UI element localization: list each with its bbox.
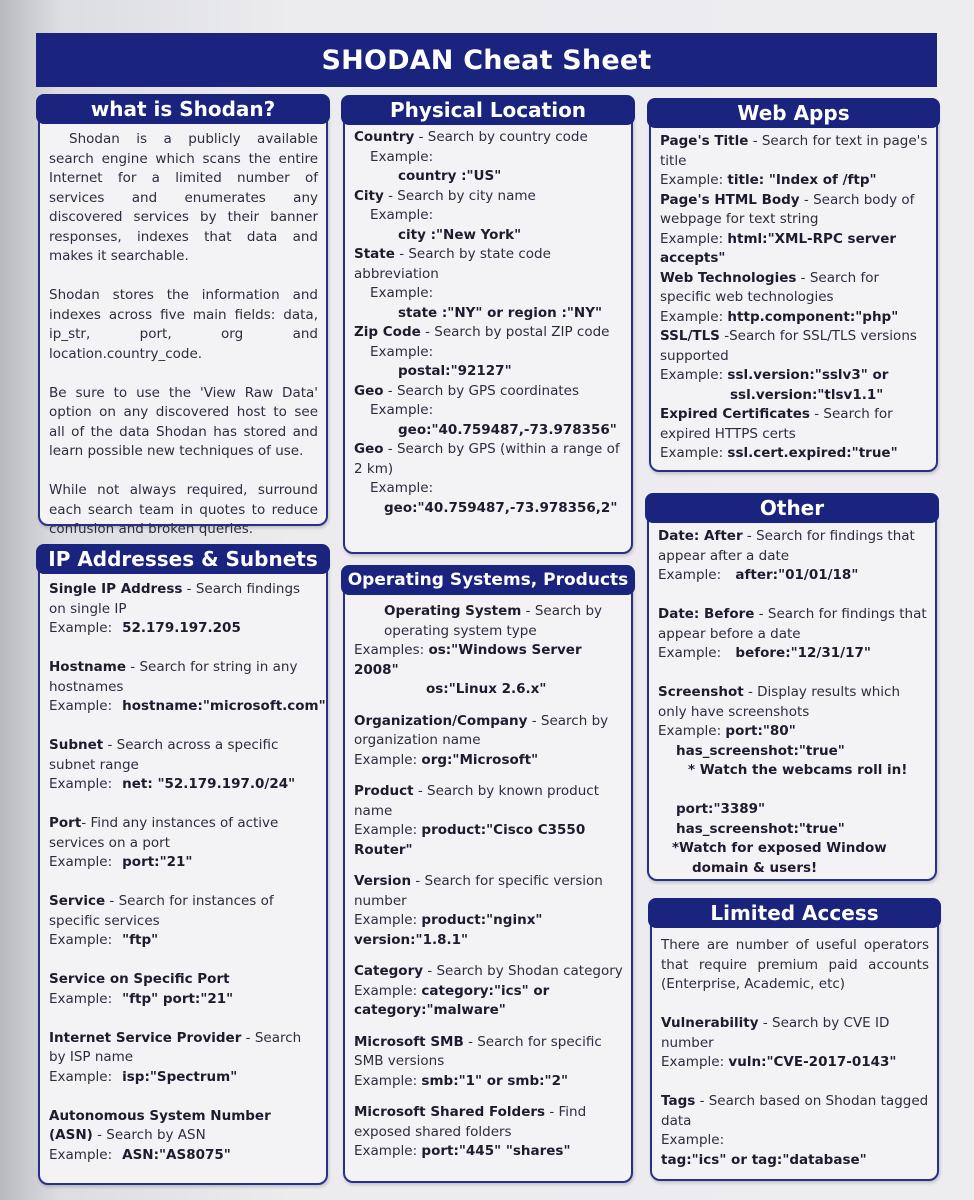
example-label: Example: <box>661 1132 725 1148</box>
item-desc: - Search by known product name <box>354 783 599 819</box>
web-apps-panel <box>649 101 938 472</box>
item-desc: - Search by city name <box>383 187 536 204</box>
item-name: Organization/Company <box>354 712 528 729</box>
item-name: Service <box>49 893 106 909</box>
panel-heading: IP Addresses & Subnets <box>36 544 330 574</box>
ip-items <box>49 580 326 1165</box>
example-value: os:"Linux 2.6.x" <box>426 681 547 697</box>
note: *Watch for exposed Window <box>672 840 887 856</box>
list-item <box>354 187 623 246</box>
panel-heading: Other <box>645 493 939 523</box>
item-desc: - Search for string in any hostnames <box>49 659 298 695</box>
item-desc: - Search for specific web technologies <box>660 269 880 305</box>
example-value: ssl.cert.expired:"true" <box>727 445 898 461</box>
example-value: title: "Index of /ftp" <box>727 172 877 188</box>
list-item <box>354 245 623 323</box>
item-name: Date: Before <box>658 606 755 622</box>
panel-heading: Operating Systems, Products <box>341 565 635 595</box>
paragraph: There are number of useful operators that require premium paid accounts (Enterprise, Academic, etc) <box>661 937 929 992</box>
item-desc: - Search by state code abbreviation <box>354 246 551 282</box>
item-name: City <box>354 187 384 204</box>
item-desc: - Search based on Shodan tagged data <box>661 1093 929 1129</box>
item-name: Date: After <box>658 528 743 544</box>
paragraph: Shodan is a publicly available search engine which scans the entire Internet for a limited number of services and enumerates any discovered services by their banner responses, indexes that data and makes it searchable. <box>49 131 318 264</box>
item-name: Category <box>354 963 424 979</box>
item-desc: -Search for SSL/TLS versions supported <box>660 328 917 364</box>
example-label: Example: <box>354 822 418 838</box>
example-value: has_screenshot:"true" <box>676 742 845 759</box>
item-name: Operating System <box>384 603 522 619</box>
paragraph: While not always required, surround each search team in quotes to reduce confusion and broken queries. <box>49 482 318 537</box>
item-desc: - Search by GPS coordinates <box>383 382 579 399</box>
note: * Watch the webcams roll in! <box>688 762 908 778</box>
example-value: city :"New York" <box>398 226 522 243</box>
example-value: port:"21" <box>122 854 193 870</box>
example-value: version:"1.8.1" <box>354 931 469 948</box>
item-name: Vulnerability <box>661 1015 759 1031</box>
example-label: Example: <box>354 1072 418 1089</box>
item-name: Country <box>354 129 415 145</box>
item-name: Web Technologies <box>660 269 797 286</box>
list-item <box>354 128 623 187</box>
item-name: State <box>354 246 395 262</box>
item-name: Microsoft Shared Folders <box>354 1104 546 1120</box>
item-name: Page's Title <box>660 133 749 149</box>
item-name: Zip Code <box>354 324 421 340</box>
item-desc: - Search findings on single IP <box>49 581 301 617</box>
example-label: Example: <box>660 367 724 383</box>
item-desc: - Search by operating system type <box>384 603 603 639</box>
other-panel <box>647 496 937 881</box>
item-desc: - Search for findings that appear before a date <box>658 606 927 642</box>
example-value: ssl.version:"sslv3" or <box>727 367 889 383</box>
item-desc: - Search for expired HTTPS certs <box>660 406 893 442</box>
item-desc: - Search by ASN <box>92 1127 206 1143</box>
example-value: has_screenshot:"true" <box>676 820 845 837</box>
example-label: Example: <box>658 723 722 739</box>
paragraph: Be sure to use the 'View Raw Data' option on any discovered host to see all of the data Shodan has stored and learn possible new techniques of use. <box>49 384 318 459</box>
example-label: Example: <box>370 148 434 165</box>
example-label: Example: <box>370 285 434 301</box>
example-value: org:"Microsoft" <box>421 751 539 768</box>
item-desc: - Search for text in page's title <box>660 133 928 169</box>
example-value: net: "52.179.197.0/24" <box>122 776 296 792</box>
example-label: Example: <box>660 172 724 188</box>
item-name: Geo <box>354 441 384 457</box>
list-item <box>49 580 318 639</box>
item-desc: - Search for specific SMB versions <box>354 1033 602 1069</box>
item-name: Version <box>354 873 412 889</box>
example-label: Example: <box>49 854 113 870</box>
example-label: Example: <box>660 308 724 325</box>
example-label: Example: <box>370 343 434 360</box>
note: domain & users! <box>692 859 818 876</box>
item-desc: - Search by postal ZIP code <box>420 324 610 340</box>
example-value: port:"445" "shares" <box>421 1143 571 1159</box>
example-label: Example: <box>370 207 434 223</box>
example-value: product:"Cisco C3550 <box>421 822 586 838</box>
item-name: Service on Specific Port <box>49 971 230 987</box>
item-desc: - Search for specific version number <box>354 873 603 909</box>
example-label: Example: <box>660 230 724 247</box>
example-value: os:"Windows Server 2008" <box>354 642 582 678</box>
example-value: hostname:"microsoft.com" <box>122 698 326 714</box>
example-value: 52.179.197.205 <box>122 620 241 636</box>
example-value: smb:"1" or smb:"2" <box>421 1072 569 1089</box>
item-name: Screenshot <box>658 684 744 700</box>
item-name: Page's HTML Body <box>660 191 800 208</box>
ip-subnets-panel <box>38 547 328 1185</box>
item-desc: - Search by ISP name <box>49 1029 302 1065</box>
item-desc: - Find exposed shared folders <box>354 1104 587 1140</box>
phys-items <box>354 128 623 518</box>
example-value: category:"ics" or <box>421 982 550 999</box>
item-name: Hostname <box>49 659 127 675</box>
example-value: isp:"Spectrum" <box>122 1068 238 1085</box>
item-name: SSL/TLS <box>660 328 720 344</box>
example-value: tag:"ics" or tag:"database" <box>661 1151 867 1168</box>
example-value: vuln:"CVE-2017-0143" <box>728 1054 897 1070</box>
example-value: Router" <box>354 841 413 858</box>
what-is-shodan-panel <box>38 97 328 537</box>
example-value: http.component:"php" <box>727 308 899 325</box>
example-label: Example: <box>354 982 418 999</box>
item-desc: - Search by Shodan category <box>423 963 623 979</box>
example-value: ASN:"AS8075" <box>122 1146 231 1163</box>
item-desc: - Search for instances of specific services <box>49 893 274 929</box>
panel-heading: Physical Location <box>341 95 635 125</box>
list-item <box>49 658 326 717</box>
example-label: Example: <box>660 445 724 461</box>
item-name: Tags <box>661 1093 696 1109</box>
example-label: Example: <box>354 751 418 768</box>
example-value: postal:"92127" <box>398 363 512 379</box>
item-name: Geo <box>354 382 384 399</box>
example-value: "ftp" port:"21" <box>122 990 234 1007</box>
list-item <box>49 1029 318 1088</box>
example-value: ssl.version:"tlsv1.1" <box>730 386 884 403</box>
example-value: product:"nginx" <box>421 912 543 928</box>
item-name: Expired Certificates <box>660 406 810 422</box>
list-item <box>354 323 623 382</box>
item-desc: - Search for findings that appear after a date <box>658 528 915 564</box>
example-label: Example: <box>354 1143 418 1159</box>
example-label: Example: <box>658 645 722 661</box>
item-desc: - Search body of webpage for text string <box>660 191 915 227</box>
item-desc: - Search by country code <box>414 129 588 145</box>
list-item <box>49 892 318 951</box>
item-name: Microsoft SMB <box>354 1033 464 1050</box>
os-products-panel <box>343 571 633 1183</box>
list-item <box>49 814 318 873</box>
example-value: after:"01/01/18" <box>735 567 859 583</box>
item-name: Product <box>354 783 414 799</box>
list-item <box>49 1107 318 1166</box>
example-value: country :"US" <box>398 168 502 184</box>
example-value: html:"XML-RPC server accepts" <box>660 230 897 266</box>
page-title: SHODAN Cheat Sheet <box>36 33 937 87</box>
item-desc: - Display results which only have screenshots <box>658 684 901 720</box>
panel-heading: what is Shodan? <box>36 94 330 124</box>
item-desc: - Search across a specific subnet range <box>49 737 279 773</box>
example-label: Example: <box>49 1146 113 1163</box>
example-label: Example: <box>354 912 418 928</box>
limited-access-panel <box>650 901 939 1181</box>
paragraph: Shodan stores the information and indexes across five main fields: data, ip_str, port, org and location.country_code. <box>49 287 318 362</box>
example-label: Examples: <box>354 642 425 658</box>
item-desc: - Find any instances of active services on a port <box>49 815 279 851</box>
example-value: category:"malware" <box>354 1002 506 1018</box>
example-value: port:"3389" <box>676 801 766 817</box>
item-desc: - Search by CVE ID number <box>661 1015 890 1051</box>
example-label: Example: <box>49 776 113 792</box>
list-item <box>49 736 318 795</box>
example-label: Example: <box>658 567 722 583</box>
example-value: port:"80" <box>725 723 796 739</box>
panel-heading: Limited Access <box>648 898 941 928</box>
example-label: Example: <box>661 1054 725 1070</box>
example-label: Example: <box>49 1068 113 1085</box>
item-name: Single IP Address <box>49 581 183 597</box>
list-item <box>354 382 623 441</box>
example-value: state :"NY" or region :"NY" <box>398 304 603 321</box>
example-label: Example: <box>49 698 113 714</box>
example-label: Example: <box>49 990 113 1007</box>
item-name: Autonomous System Number (ASN) <box>49 1107 271 1143</box>
item-name: Port <box>49 815 82 831</box>
example-label: Example: <box>370 480 434 496</box>
example-value: "ftp" <box>122 932 159 948</box>
list-item <box>49 970 318 1009</box>
example-value: before:"12/31/17" <box>735 645 871 661</box>
item-desc: - Search by organization name <box>354 712 609 748</box>
example-label: Example: <box>49 620 113 636</box>
item-name: Internet Service Provider <box>49 1029 242 1046</box>
example-label: Example: <box>370 402 434 418</box>
example-value: geo:"40.759487,-73.978356" <box>398 421 617 438</box>
example-value: geo:"40.759487,-73.978356,2" <box>384 499 618 516</box>
physical-location-panel <box>343 98 633 554</box>
list-item <box>354 440 623 518</box>
example-label: Example: <box>49 932 113 948</box>
item-desc: - Search by GPS (within a range of 2 km) <box>354 441 620 477</box>
item-name: Subnet <box>49 737 104 753</box>
panel-heading: Web Apps <box>647 98 940 128</box>
